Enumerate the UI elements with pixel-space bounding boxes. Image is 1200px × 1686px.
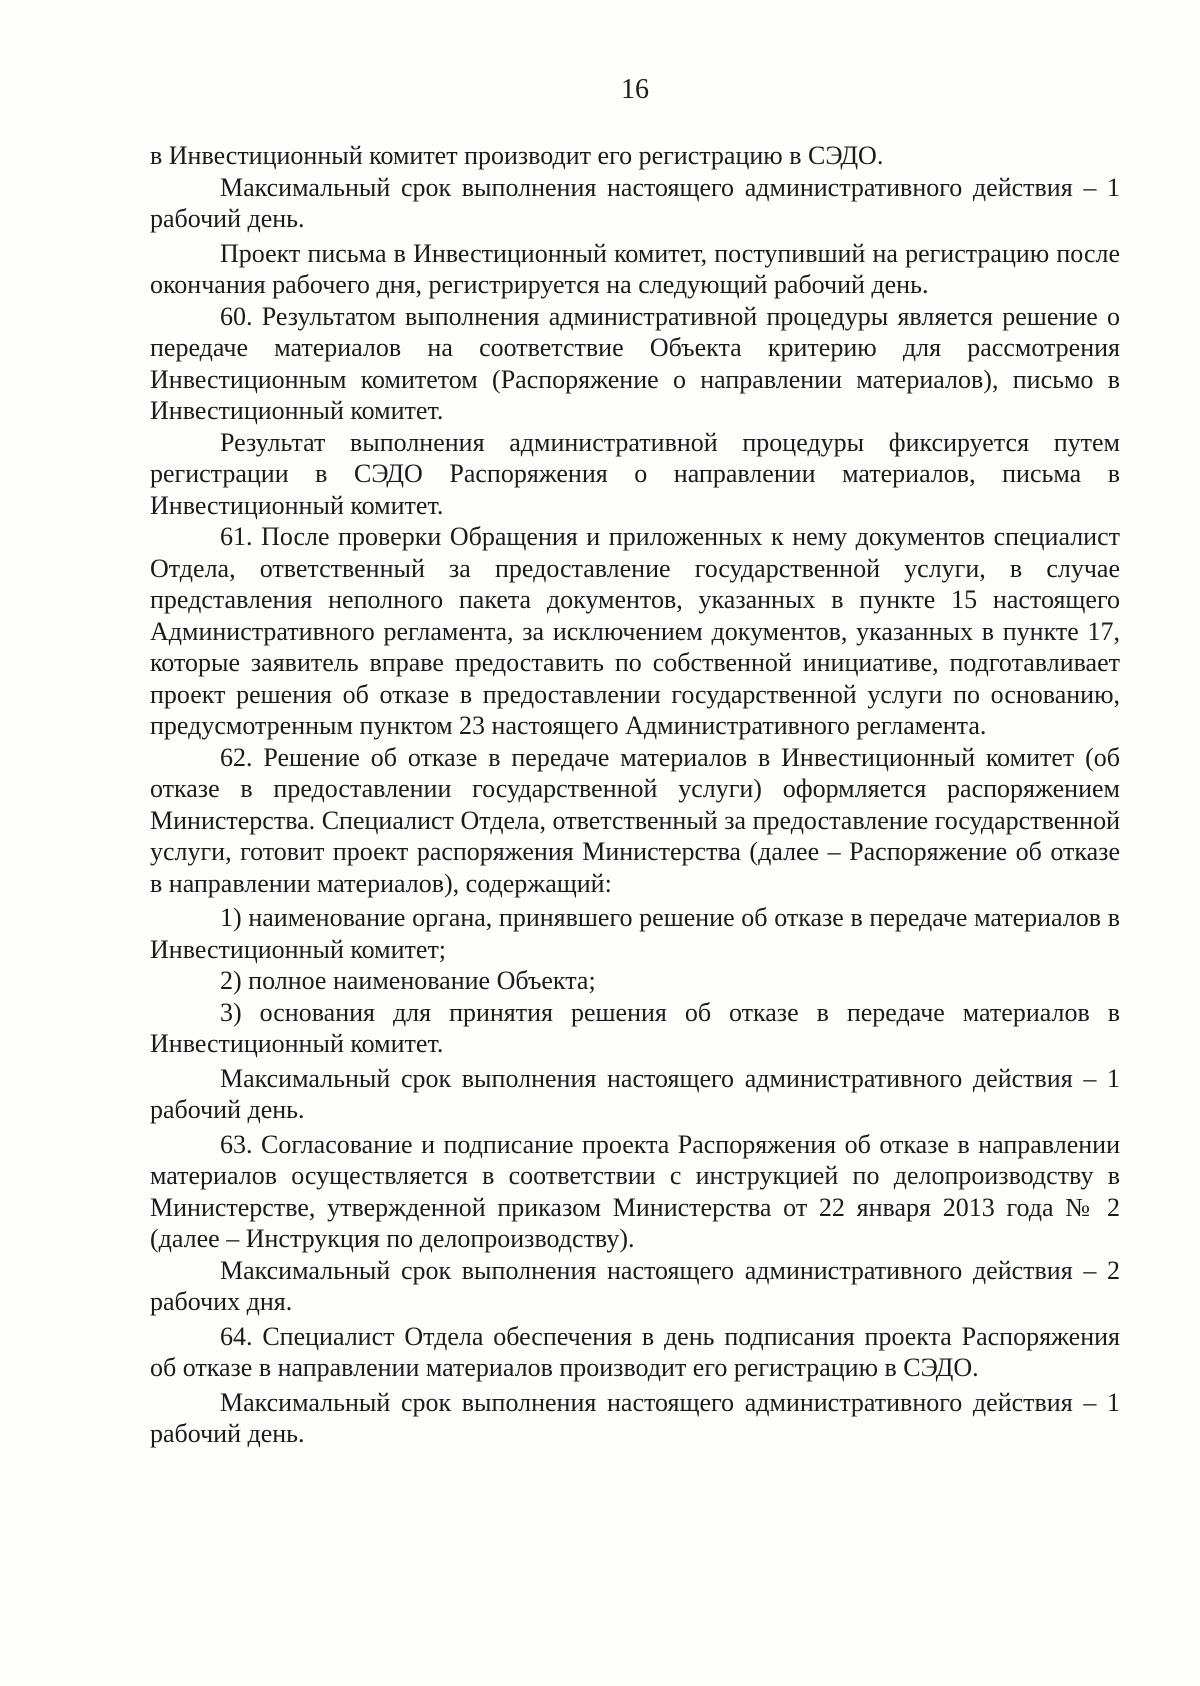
page-number: 16 [621, 74, 649, 105]
paragraph: Максимальный срок выполнения настоящего административного действия – 1 рабочий день. [150, 1063, 1120, 1124]
paragraph: 60. Результатом выполнения административной процедуры является решение о передаче материалов на соответствие Объекта критерию для рассмотрения Инвестиционным комитетом (Распоряжение о направлении материалов), письмо в Инвестиционный комитет. [150, 301, 1120, 425]
paragraph: 61. После проверки Обращения и приложенных к нему документов специалист Отдела, ответственный за предоставление государственной услуги, в случае представления неполного пакета документов, указанных в пункте 15 настоящего Административного регламента, за исключением документов, указанных в пункте 17, которые заявитель вправе предоставить по собственной инициативе, подготавливает проект решения об отказе в предоставлении государственной услуги по основанию, предусмотренным пунктом 23 настоящего Административного регламента. [150, 522, 1120, 740]
paragraph: в Инвестиционный комитет производит его регистрацию в СЭДО. [150, 141, 884, 170]
paragraph: Максимальный срок выполнения настоящего административного действия – 1 рабочий день. [150, 1387, 1120, 1448]
document-body [150, 140, 1120, 1450]
paragraph: 2) полное наименование Объекта; [220, 966, 596, 995]
paragraph: 1) наименование органа, принявшего решение об отказе в передаче материалов в Инвестиционный комитет; [150, 903, 1120, 964]
paragraph: Максимальный срок выполнения настоящего административного действия – 1 рабочий день. [150, 172, 1120, 233]
paragraph: 64. Специалист Отдела обеспечения в день подписания проекта Распоряжения об отказе в направлении материалов производит его регистрацию в СЭДО. [150, 1321, 1120, 1382]
paragraph: Максимальный срок выполнения настоящего административного действия – 2 рабочих дня. [150, 1255, 1120, 1316]
paragraph: 62. Решение об отказе в передаче материалов в Инвестиционный комитет (об отказе в предоставлении государственной услуги) оформляется распоряжением Министерства. Специалист Отдела, ответственный за предоставление государственной услуги, готовит проект распоряжения Министерства (далее – Распоряжение об отказе в направлении материалов), содержащий: [150, 742, 1120, 898]
paragraph: 63. Согласование и подписание проекта Распоряжения об отказе в направлении материалов осуществляется в соответствии с инструкцией по делопроизводству в Министерстве, утвержденной приказом Министерства от 22 января 2013 года № 2 (далее – Инструкция по делопроизводству). [150, 1129, 1120, 1253]
paragraph: Проект письма в Инвестиционный комитет, поступивший на регистрацию после окончания рабочего дня, регистрируется на следующий рабочий день. [150, 238, 1120, 299]
paragraph: 3) основания для принятия решения об отказе в передаче материалов в Инвестиционный комитет. [150, 997, 1120, 1058]
paragraph: Результат выполнения административной процедуры фиксируется путем регистрации в СЭДО Распоряжения о направлении материалов, письма в Инвестиционный комитет. [150, 427, 1120, 520]
